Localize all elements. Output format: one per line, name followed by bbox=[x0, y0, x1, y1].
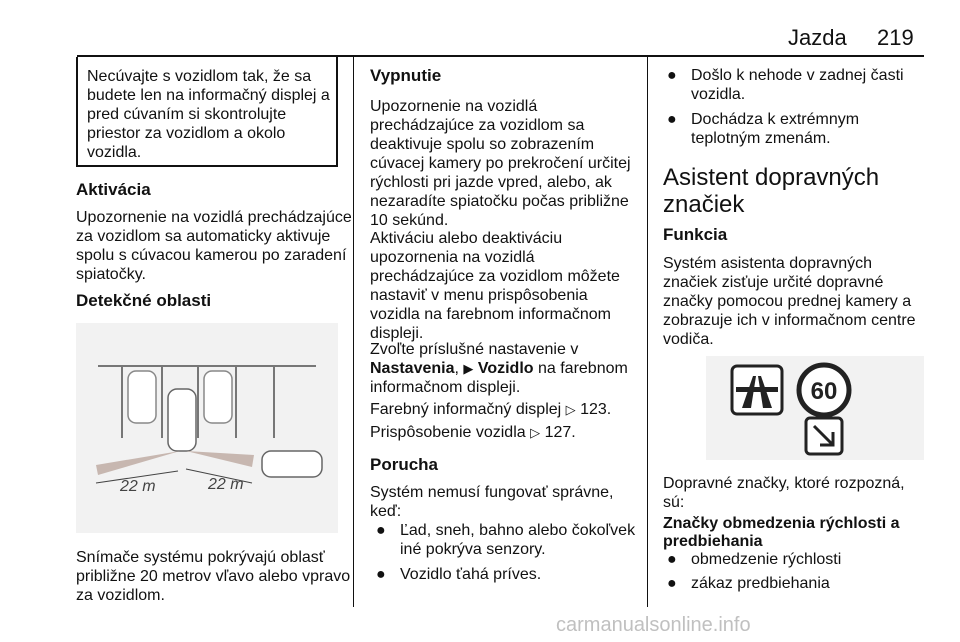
page-number: 219 bbox=[877, 25, 914, 50]
list-item-line: Vozidlo ťahá príves. bbox=[400, 566, 542, 583]
traffic-signs-figure bbox=[706, 356, 924, 460]
zone-distance-label-right: 22 m bbox=[208, 476, 244, 493]
reference-text: Farebný informačný displej bbox=[370, 401, 562, 418]
traffic-signs-illustration bbox=[706, 356, 924, 460]
list-item-line: iné pokrýva senzory. bbox=[400, 541, 546, 558]
settings-path-line3: informačnom displeji. bbox=[370, 379, 521, 396]
speed-limit-sign-icon bbox=[799, 365, 849, 415]
running-header-section: Jazda bbox=[788, 25, 847, 50]
subheading-speed-overtaking: Značky obmedzenia rýchlosti a predbiehania bbox=[663, 515, 900, 550]
list-item-line: vozidla. bbox=[691, 86, 746, 103]
deactivation-settings-text: Aktiváciu alebo deaktiváciu upozornenia na vozidlá prechádzajúce za vozidlom môžete nastaviť v menu prispôsobenia vozidla na farebnom informačnom displeji. bbox=[370, 230, 620, 342]
reference-vehicle-personalization bbox=[370, 423, 576, 442]
detection-zones-figure bbox=[76, 323, 338, 533]
heading-function: Funkcia bbox=[663, 225, 728, 244]
deactivation-text: Upozornenie na vozidlá prechádzajúce za vozidlom sa deaktivuje spolu so zobrazením cúvacej kamery po prekročení určitej rýchlosti pri jazde vpred, alebo, ak nezaradíte spiatočku počas približne 10 sekúnd. bbox=[370, 98, 631, 229]
heading-activation: Aktivácia bbox=[76, 180, 151, 199]
parking-illustration bbox=[76, 323, 338, 533]
list-item-line: Ľad, sneh, bahno alebo čokoľvek bbox=[400, 522, 636, 539]
bullet-icon: ● bbox=[667, 67, 677, 84]
section-title-line: Asistent dopravných bbox=[663, 164, 880, 191]
heading-deactivation: Vypnutie bbox=[370, 66, 442, 85]
bullet-icon: ● bbox=[667, 575, 677, 592]
arrow-sign-icon bbox=[806, 418, 842, 454]
list-item-line: Dochádza k extrémnym bbox=[691, 111, 860, 128]
bullet-icon: ● bbox=[376, 566, 386, 583]
list-item-line: zákaz predbiehania bbox=[691, 575, 830, 592]
settings-path-suffix: na farebnom bbox=[533, 360, 628, 377]
column-divider-1 bbox=[353, 57, 354, 607]
reference-page: 127. bbox=[544, 424, 576, 441]
bullet-icon: ● bbox=[667, 111, 677, 128]
page-ref-arrow-icon: ▷ bbox=[565, 402, 576, 417]
list-item-line: teplotným zmenám. bbox=[691, 130, 831, 147]
list-item-text bbox=[400, 521, 640, 559]
warning-note-text: Necúvajte s vozidlom tak, že sa budete len na informačný displej a pred cúvaním si skontrolujte priestor za vozidlom a okolo vozidla. bbox=[87, 68, 330, 161]
figure-caption: Snímače systému pokrývajú oblasť približne 20 metrov vľavo alebo vpravo za vozidlom. bbox=[76, 549, 351, 604]
page-ref-arrow-icon: ▷ bbox=[530, 425, 541, 440]
vehicle-menu-name: Vozidlo bbox=[477, 360, 534, 377]
settings-path-prefix: Zvoľte príslušné nastavenie v bbox=[370, 341, 579, 358]
section-title-line: značiek bbox=[663, 191, 745, 218]
watermark-text: carmanualsonline.info bbox=[556, 614, 751, 636]
heading-fault: Porucha bbox=[370, 455, 439, 474]
bullet-icon: ● bbox=[667, 551, 677, 568]
settings-path-text bbox=[370, 340, 640, 397]
heading-detection-zones: Detekčné oblasti bbox=[76, 291, 212, 310]
activation-text: Upozornenie na vozidlá prechádzajúce za vozidlom sa automaticky aktivuje spolu s cúvacou kamerou po zaradení spiatočky. bbox=[76, 209, 352, 283]
menu-arrow-icon: ▶ bbox=[463, 361, 474, 376]
speed-limit-value: 60 bbox=[810, 378, 838, 405]
settings-path-separator: , bbox=[454, 360, 464, 377]
fault-text: Systém nemusí fungovať správne, keď: bbox=[370, 484, 614, 520]
list-item-line: obmedzenie rýchlosti bbox=[691, 551, 842, 568]
reference-page: 123. bbox=[580, 401, 612, 418]
list-item-text bbox=[691, 66, 931, 104]
function-text: Systém asistenta dopravných značiek zisťuje určité dopravné značky pomocou prednej kamery a zobrazuje ich v informačnom centre vodiča. bbox=[663, 255, 916, 348]
list-item-text bbox=[691, 110, 931, 148]
zone-distance-label-left: 22 m bbox=[120, 478, 156, 495]
warning-note-box bbox=[76, 57, 338, 167]
list-item-line: Došlo k nehode v zadnej časti bbox=[691, 67, 904, 84]
bullet-icon: ● bbox=[376, 522, 386, 539]
settings-menu-name: Nastavenia bbox=[370, 360, 455, 377]
section-title bbox=[663, 164, 933, 218]
signs-intro-text: Dopravné značky, ktoré rozpozná, sú: bbox=[663, 475, 905, 511]
reference-color-display bbox=[370, 400, 611, 419]
motorway-sign-icon bbox=[732, 366, 782, 414]
column-divider-2 bbox=[647, 57, 648, 607]
reference-text: Prispôsobenie vozidla bbox=[370, 424, 526, 441]
